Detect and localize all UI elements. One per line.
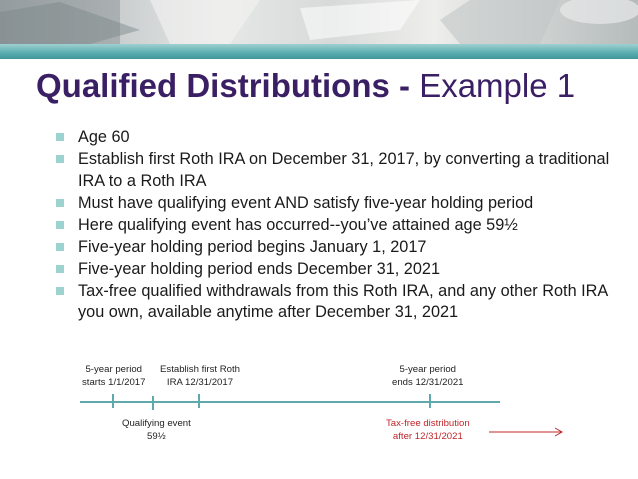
timeline-start-line1: 5-year period xyxy=(85,364,142,375)
bullet-text: Establish first Roth IRA on December 31, 2017, by converting a traditional IRA to a Roth IRA xyxy=(78,150,610,190)
bullet-text: Tax-free qualified withdrawals from this Roth IRA, and any other Roth IRA you own, available anytime after December 31, 2021 xyxy=(78,281,608,321)
square-bullet-icon xyxy=(56,221,64,229)
bullet-item xyxy=(56,215,616,237)
square-bullet-icon xyxy=(56,155,64,163)
bullet-item xyxy=(56,127,616,149)
banner-decoration xyxy=(0,0,638,44)
timeline-tick-establish xyxy=(198,394,200,408)
timeline-tick-end xyxy=(429,394,431,408)
bullet-text: Age 60 xyxy=(78,128,130,146)
bullet-item xyxy=(56,237,616,259)
slide-title-example: Example 1 xyxy=(419,67,576,104)
timeline-end-label xyxy=(392,364,464,389)
timeline-tick-start xyxy=(112,394,114,408)
timeline-qualifying-label xyxy=(122,418,191,443)
bullet-item xyxy=(56,259,616,281)
arrow-right-icon xyxy=(489,426,569,438)
timeline-tick-qualifying xyxy=(152,396,154,410)
timeline-establish-line2: IRA 12/31/2017 xyxy=(166,376,234,388)
header-photo-banner xyxy=(0,0,638,44)
bullet-item xyxy=(56,281,616,324)
square-bullet-icon xyxy=(56,133,64,141)
bullet-text: Five-year holding period begins January 1, 2017 xyxy=(78,237,427,256)
timeline-start-label xyxy=(82,364,145,389)
bullet-text: Must have qualifying event AND satisfy five-year holding period xyxy=(78,193,534,212)
square-bullet-icon xyxy=(56,243,64,251)
bullet-list xyxy=(56,127,616,324)
bullet-text: Five-year holding period ends December 31, 2021 xyxy=(78,259,441,278)
timeline xyxy=(0,350,638,460)
timeline-taxfree-label xyxy=(386,418,470,443)
accent-bar xyxy=(0,44,638,59)
timeline-line xyxy=(80,401,500,403)
timeline-taxfree-line1: Tax-free distribution xyxy=(386,418,470,429)
timeline-end-line2: ends 12/31/2021 xyxy=(392,376,464,388)
timeline-qualifying-line1: Qualifying event xyxy=(122,418,191,429)
bullet-item xyxy=(56,149,616,192)
timeline-end-line1: 5-year period xyxy=(399,364,457,375)
square-bullet-icon xyxy=(56,265,64,273)
square-bullet-icon xyxy=(56,287,64,295)
slide-title xyxy=(36,66,575,106)
timeline-establish-line1: Establish first Roth xyxy=(160,364,240,375)
timeline-start-line2: starts 1/1/2017 xyxy=(82,376,146,388)
square-bullet-icon xyxy=(56,199,64,207)
bullet-item xyxy=(56,193,616,215)
slide-title-main: Qualified Distributions - xyxy=(36,67,420,104)
bullet-text: Here qualifying event has occurred--you’ve attained age 59½ xyxy=(78,215,518,234)
timeline-establish-label xyxy=(160,364,240,389)
timeline-qualifying-line2: 59½ xyxy=(147,430,166,442)
timeline-taxfree-line2: after 12/31/2021 xyxy=(392,430,463,442)
